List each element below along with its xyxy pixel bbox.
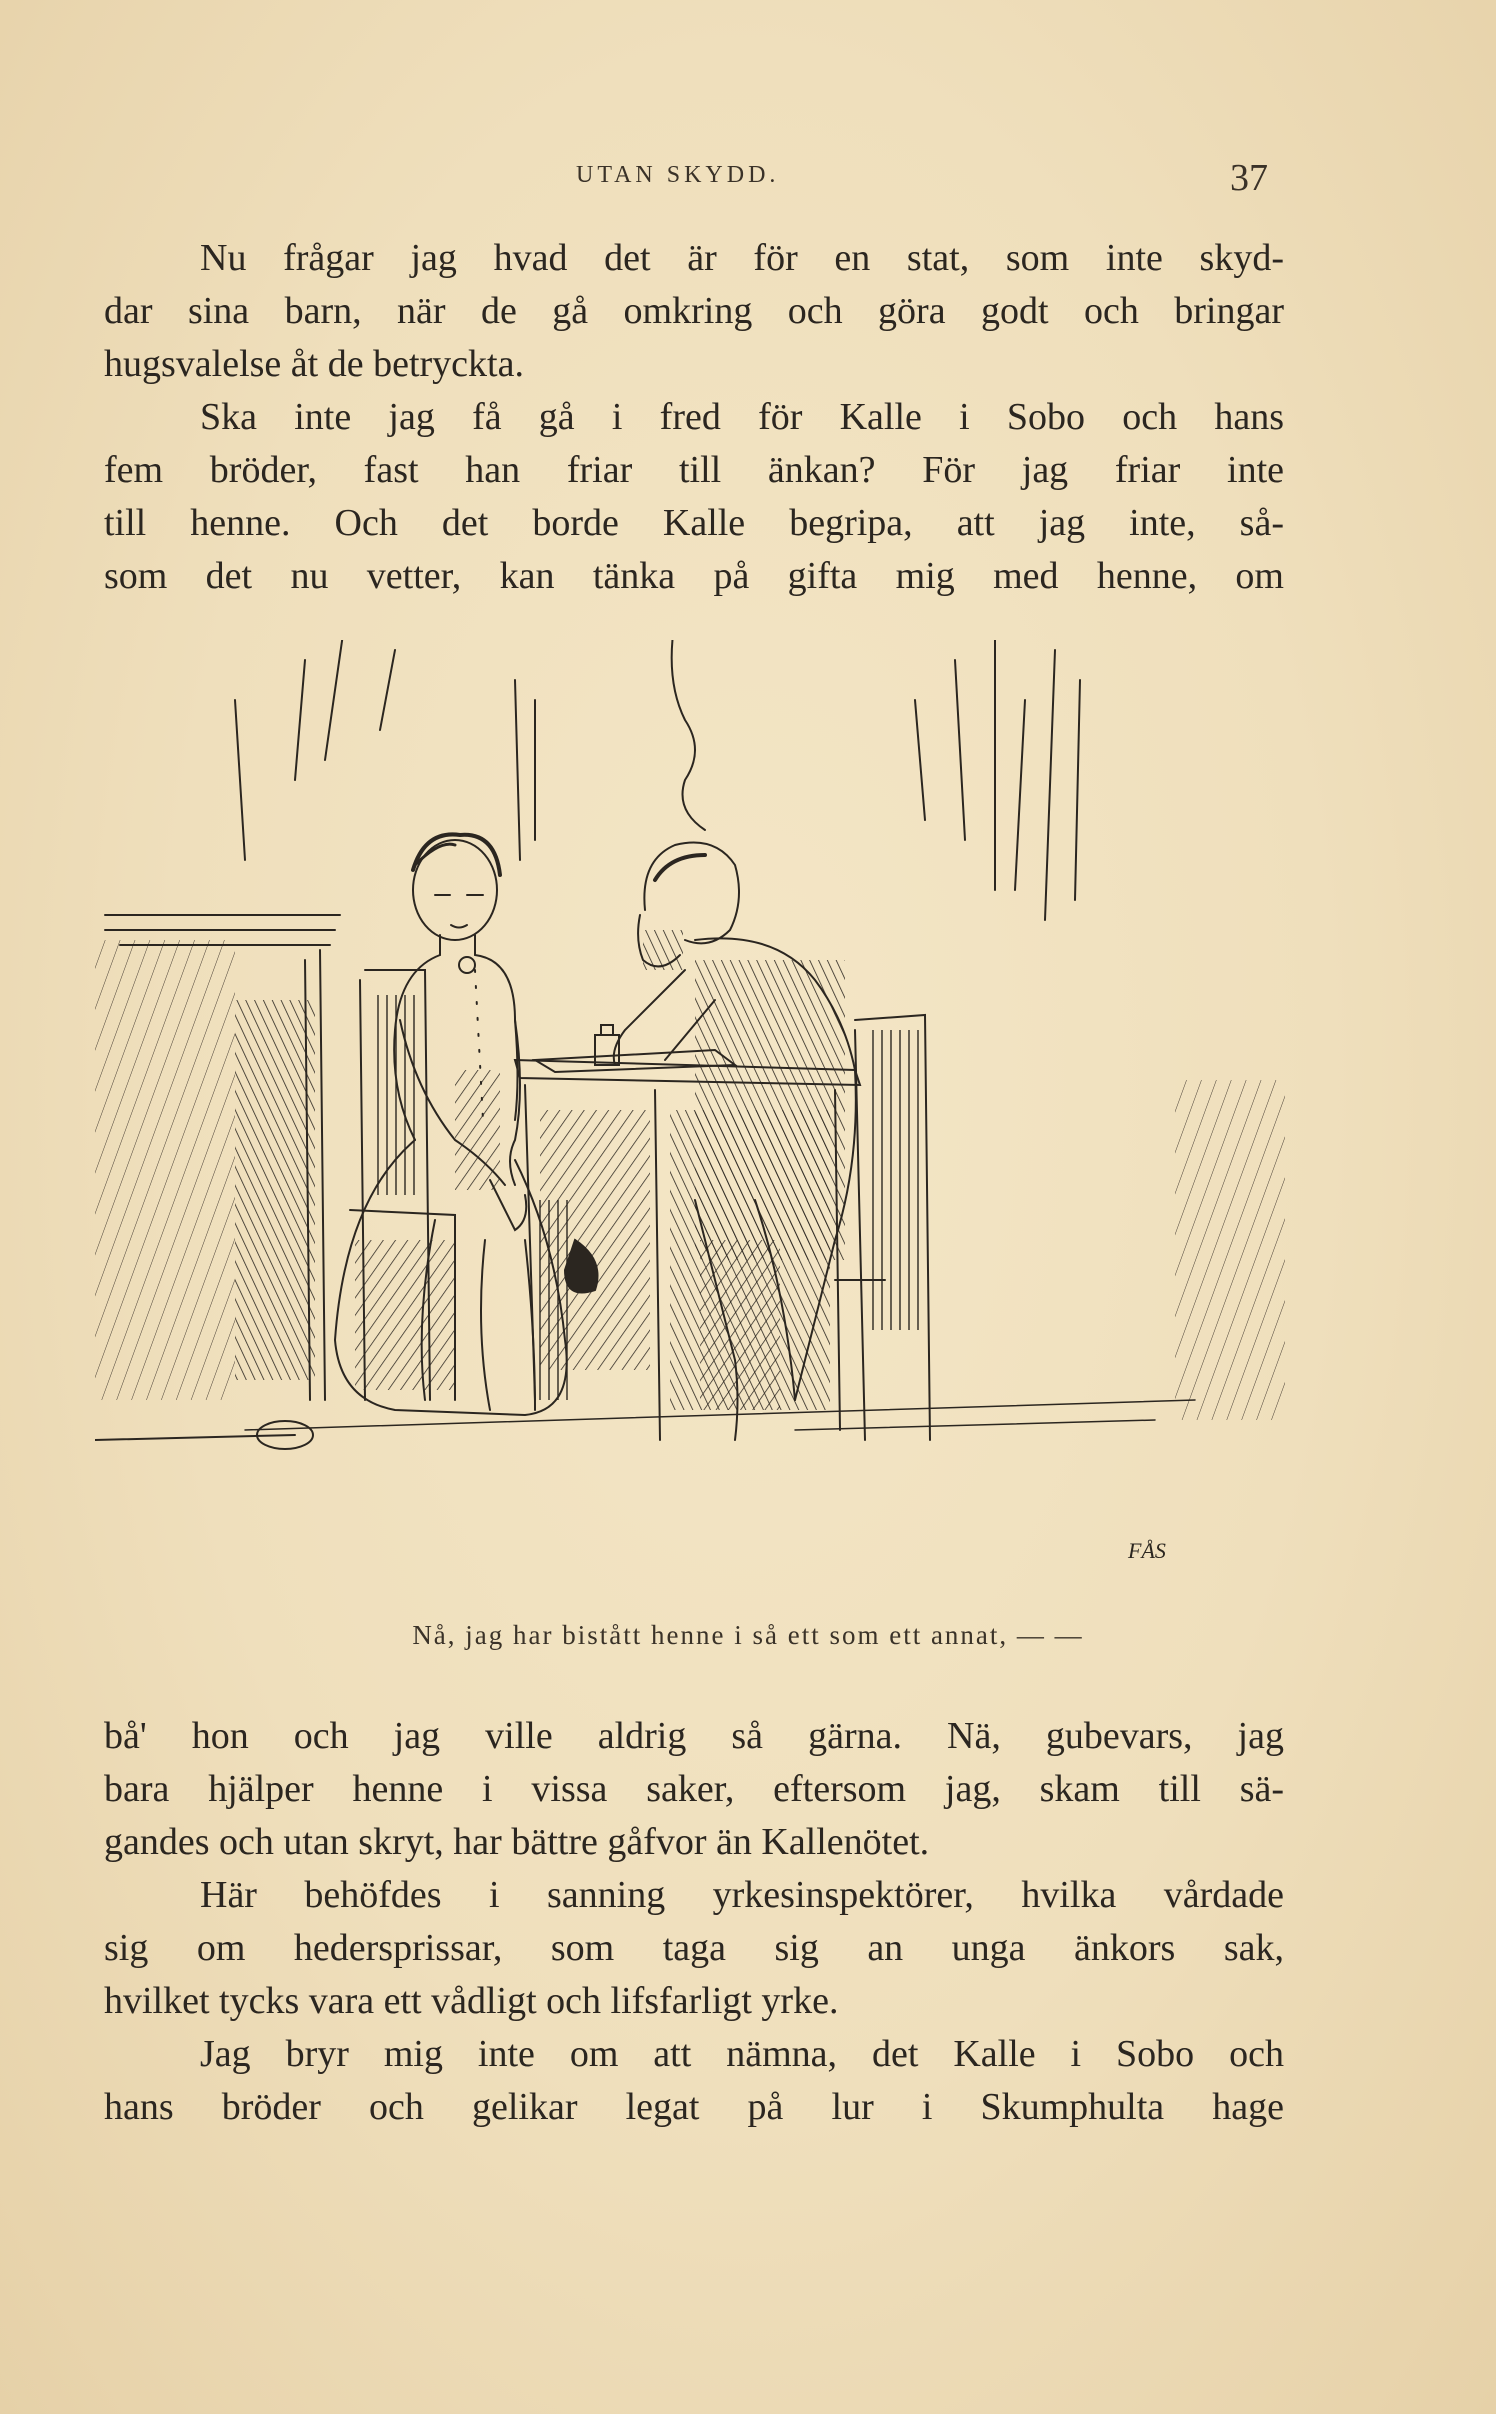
top-text-block [104, 232, 1284, 603]
text-line: hans bröder och gelikar legat på lur i Skumphulta hage [104, 2086, 1284, 2128]
text-line: bara hjälper henne i vissa saker, eftersom jag, skam till sä- [104, 1768, 1284, 1810]
text-line: gandes och utan skryt, har bättre gåfvor än Kallenötet. [104, 1821, 930, 1863]
text-line: hvilket tycks vara ett vådligt och lifsfarligt yrke. [104, 1980, 839, 2022]
text-line: dar sina barn, när de gå omkring och göra godt och bringar [104, 290, 1284, 332]
wall-hatching [95, 940, 235, 1400]
wall-hatching-right [1175, 1080, 1285, 1420]
running-title: UTAN SKYDD. [576, 162, 780, 188]
running-head [0, 158, 1496, 198]
bottom-text-block [104, 1710, 1284, 2134]
text-line: Här behöfdes i sanning yrkesinspektörer, hvilka vårdade [200, 1874, 1284, 1916]
text-line: hugsvalelse åt de betryckta. [104, 343, 524, 385]
text-line: fem bröder, fast han friar till änkan? För jag friar inte [104, 449, 1284, 491]
right-chair [835, 1015, 930, 1440]
page-number: 37 [1230, 157, 1268, 199]
text-line: till henne. Och det borde Kalle begripa, att jag inte, så- [104, 502, 1284, 544]
illustration-caption: Nå, jag har bistått henne i så ett som ett annat, — — [412, 1620, 1084, 1650]
text-line: sig om hedersprissar, som taga sig an unga änkors sak, [104, 1927, 1284, 1969]
engraving-illustration [95, 640, 1295, 1600]
text-line: som det nu vetter, kan tänka på gifta mig med henne, om [104, 555, 1284, 597]
text-line: Ska inte jag få gå i fred för Kalle i Sobo och hans [200, 396, 1284, 438]
text-line: Nu frågar jag hvad det är för en stat, som inte skyd- [200, 237, 1284, 279]
artist-signature: FÅS [1128, 1538, 1166, 1563]
text-line: Jag bryr mig inte om att nämna, det Kalle i Sobo och [200, 2033, 1284, 2075]
text-line: bå' hon och jag ville aldrig så gärna. Nä, gubevars, jag [104, 1715, 1284, 1757]
